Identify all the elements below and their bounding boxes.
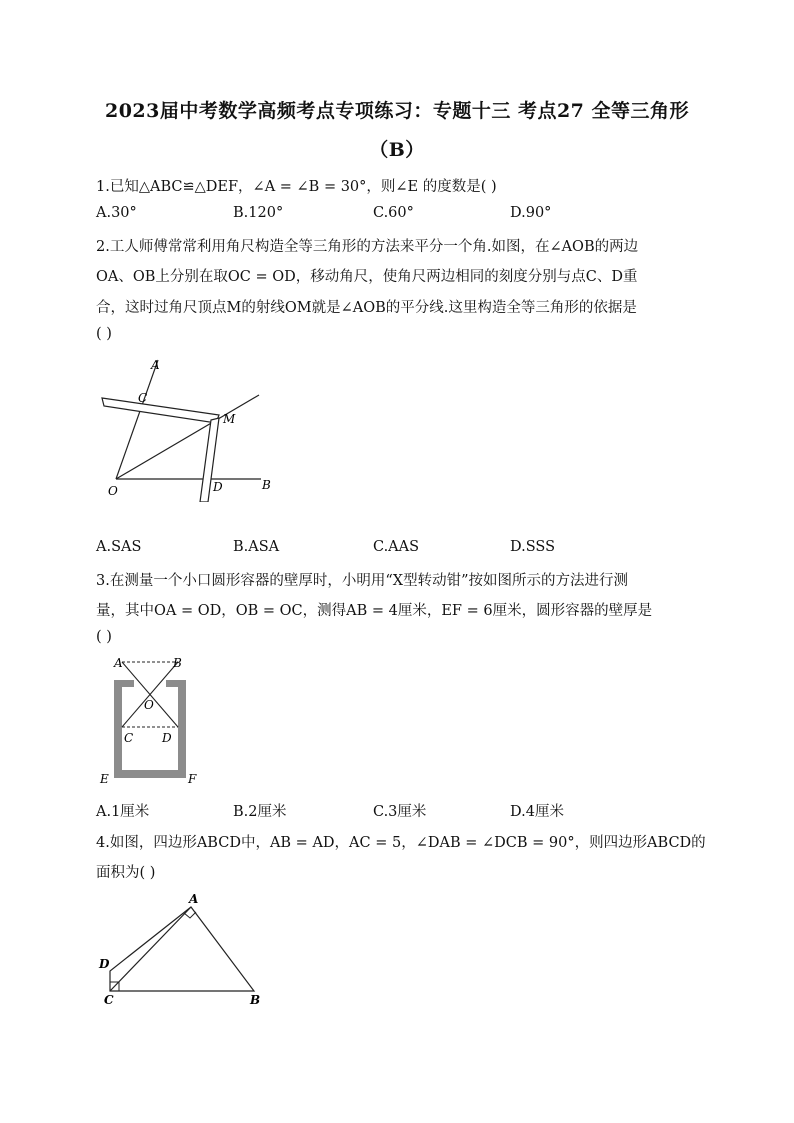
angle-bisector-figure <box>96 352 286 502</box>
question-2-line-4: ( ) <box>96 326 112 342</box>
label-b: B <box>250 993 261 1007</box>
label-c: C <box>138 391 148 405</box>
q2-option-b[interactable]: B.ASA <box>233 539 280 555</box>
question-2-line-2: OA、OB上分别在取OC = OD，移动角尺，使角尺两边相同的刻度分别与点C、D重 <box>96 269 638 285</box>
label-a: A <box>189 892 199 906</box>
question-2-line-1: 2.工人师傅常常利用角尺构造全等三角形的方法来平分一个角.如图，在∠AOB的两边 <box>96 239 639 255</box>
ray-oa <box>116 360 158 479</box>
question-4-line-2: 面积为( ) <box>96 865 156 881</box>
label-e: E <box>100 772 109 786</box>
label-c: C <box>104 993 114 1007</box>
label-a: A <box>114 656 123 670</box>
q2-option-a[interactable]: A.SAS <box>96 539 142 555</box>
container-lip-left <box>114 680 134 687</box>
label-d: D <box>213 480 223 494</box>
q3-option-d[interactable]: D.4厘米 <box>510 804 564 820</box>
diagonal-ac <box>110 907 191 991</box>
q3-option-a[interactable]: A.1厘米 <box>96 804 150 820</box>
q1-option-d[interactable]: D.90° <box>510 205 552 221</box>
quadrilateral-figure <box>96 888 276 1008</box>
q3-option-b[interactable]: B.2厘米 <box>233 804 287 820</box>
label-d: D <box>162 731 172 745</box>
q1-option-b[interactable]: B.120° <box>233 205 284 221</box>
label-f: F <box>188 772 197 786</box>
label-m: M <box>223 412 236 426</box>
question-4-line-1: 4.如图，四边形ABCD中，AB = AD，AC = 5，∠DAB = ∠DCB = 90°，则四边形ABCD的 <box>96 835 706 851</box>
question-3-line-2: 量，其中OA = OD，OB = OC，测得AB = 4厘米，EF = 6厘米，圆形容器的壁厚是 <box>96 603 653 619</box>
question-2-line-3: 合，这时过角尺顶点M的射线OM就是∠AOB的平分线.这里构造全等三角形的依据是 <box>96 300 637 316</box>
question-1-text: 1.已知△ABC≌△DEF，∠A = ∠B = 30°，则∠E 的度数是( ) <box>96 179 497 195</box>
question-3-line-1: 3.在测量一个小口圆形容器的壁厚时，小明用“X型转动钳”按如图所示的方法进行测 <box>96 573 628 589</box>
container-wall <box>114 682 186 778</box>
label-o: O <box>144 698 154 712</box>
q1-option-c[interactable]: C.60° <box>373 205 414 221</box>
label-o: O <box>108 484 118 498</box>
quad-abcd <box>110 907 254 991</box>
x-caliper-figure <box>96 654 216 786</box>
q1-option-a[interactable]: A.30° <box>96 205 137 221</box>
label-a: A <box>151 358 160 372</box>
question-3-line-3: ( ) <box>96 629 112 645</box>
square-arm-1 <box>102 398 219 423</box>
label-d: D <box>99 957 110 971</box>
label-b: B <box>262 478 271 492</box>
page-subtitle: （B） <box>369 139 425 161</box>
label-c: C <box>124 731 134 745</box>
page-title: 2023届中考数学高频考点专项练习：专题十三 考点27 全等三角形 <box>104 100 690 122</box>
q2-option-d[interactable]: D.SSS <box>510 539 556 555</box>
q3-option-c[interactable]: C.3厘米 <box>373 804 427 820</box>
container-lip-right <box>166 680 186 687</box>
q2-option-c[interactable]: C.AAS <box>373 539 420 555</box>
label-b: B <box>173 656 182 670</box>
